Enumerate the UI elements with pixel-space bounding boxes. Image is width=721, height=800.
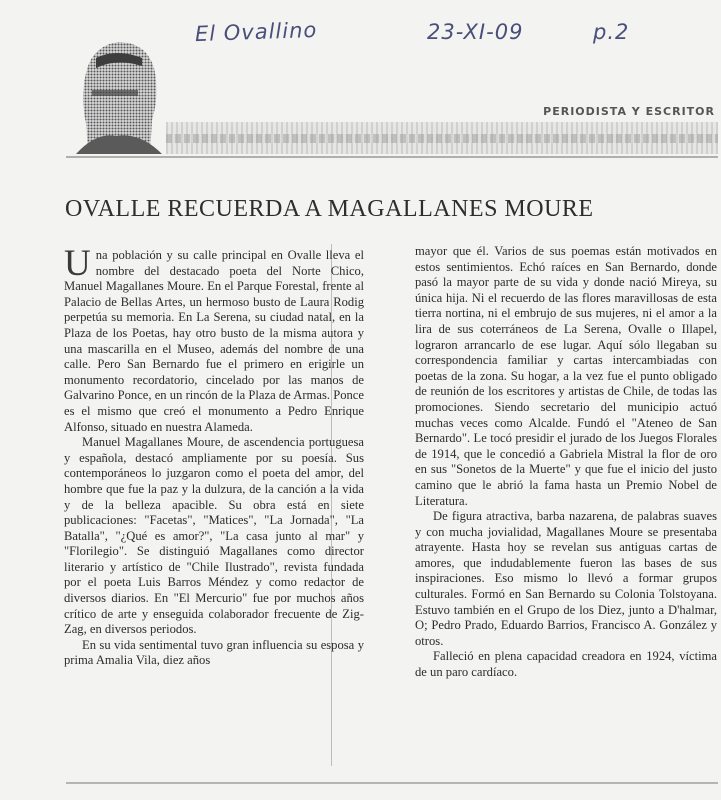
paragraph-text: na población y su calle principal en Ovalle lleva el nombre del destacado poeta del Norte Chico, Manuel Magallanes Moure. En el Parque Forestal, frente al Palacio de Bellas Artes, un hermoso busto de Laura Rodig perpetúa su memoria. En La Serena, su ciudad natal, en la Plaza de los Poetas, hay otro busto de la misma autora y una mascarilla en el Museo, además del nombre de una calle. Pero San Bernardo fue el primero en erigirle un monumento recordatorio, cincelado por las manos de Galvarino Ponce, en un rincón de la Plaza de Armas. Ponce es el mismo que creó el monumento a Pedro Enrique Alfonso, situado en nuestra Alameda. [64,248,364,434]
handwritten-annotation [195,12,665,52]
paragraph: En su vida sentimental tuvo gran influencia su esposa y prima Amalia Vila, diez años [64,637,364,668]
paragraph: De figura atractiva, barba nazarena, de palabras suaves y con mucha jovialidad, Magallanes Moure se presentaba atrayente. Hasta hoy se revelan sus antiguas cartas de amores, que indudablemente fueron las bases de sus inspiraciones. Eso mismo lo llevó a formar grupos culturales. Formó en San Bernardo su Colonia Tolstoyana. Estuvo también en el Grupo de los Diez, junto a D'halmar, O; Pedro Prado, Eduardo Barrios, Francisco A. González y otros. [415,509,717,648]
header-rule [66,156,718,158]
header-banner [166,122,718,154]
right-column [415,244,717,681]
annotation-publication: El Ovallino [194,17,318,47]
paragraph [64,243,364,435]
paragraph: Falleció en plena capacidad creadora en 1924, víctima de un paro cardíaco. [415,649,717,680]
footer-rule [66,782,718,784]
annotation-date: 23-XI-09 [427,20,524,44]
section-label: PERIODISTA Y ESCRITOR [543,105,715,118]
left-column [64,243,364,669]
headline: OVALLE RECUERDA A MAGALLANES MOURE [65,196,594,222]
drop-cap: U [64,243,91,284]
portrait-image [66,28,166,154]
paragraph: Manuel Magallanes Moure, de ascendencia portuguesa y española, destacó ampliamente por su poesía. Sus contemporáneos lo juzgaron como el poeta del amor, del hombre que fue la paz y la dulzura, de la canción a la vida y de la belleza apacible. Su obra está en siete publicaciones: "Facetas", "Matices", "La Jornada", "La Batalla", "¿Qué es amor?", "La casa junto al mar" y "Florilegio". Se distinguió Magallanes como director literario y artístico de "Chile Ilustrado", revista fundada por el poeta Luis Barros Méndez y como redactor de diversos diarios. En "El Mercurio" fue por muchos años crítico de arte y enseguida colaborador frecuente de Zig-Zag, en diversos periodos. [64,435,364,637]
annotation-page: p.2 [593,20,630,44]
author-portrait [66,28,166,154]
paragraph: mayor que él. Varios de sus poemas están motivados en estos sentimientos. Echó raíces en San Bernardo, donde pasó la mayor parte de su vida y donde nació Mireya, su única hija. Ni el recuerdo de las flores maravillosas de esta tierra nortina, ni el embrujo de sus mujeres, ni el amor a la lira de sus coterráneos de La Serena, Ovalle o Illapel, lograron arrancarlo de ese lugar. Aquí sólo llegaban su correspondencia familiar y cartas intercambiadas con poetas de la zona. Su hogar, a la vez fue el punto obligado de reunión de los escritores y artistas de Chile, de todas las promociones. Siendo secretario del municipio actuó muchas veces como Alcalde. Fundó el "Ateneo de San Bernardo". Le tocó presidir el jurado de los Juegos Florales de 1914, que le concedió a Gabriela Mistral la flor de oro en sus "Sonetos de la Muerte" y que fue el inicio del justo camino que le abrió la fama hasta un Premio Nobel de Literatura. [415,244,717,508]
